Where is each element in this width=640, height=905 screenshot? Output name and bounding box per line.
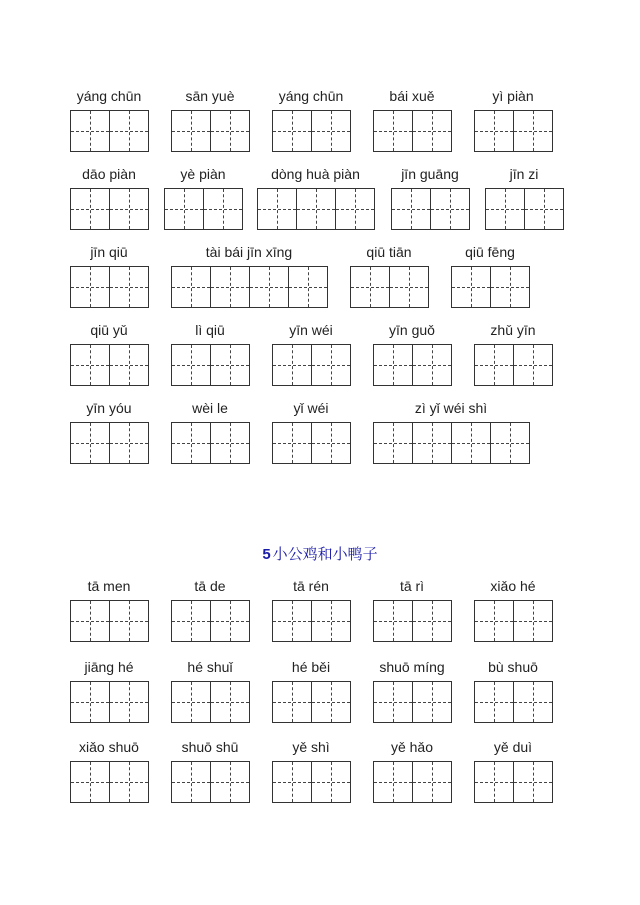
pinyin-label: hé shuǐ [187,659,233,675]
pinyin-label: yáng chūn [76,88,142,104]
pinyin-label: hé běi [291,659,331,675]
pinyin-label: tā men [87,578,131,594]
writing-grid[interactable] [373,681,452,723]
writing-grid[interactable] [171,266,328,308]
lesson-title-text: 小公鸡和小鸭子 [272,545,378,563]
writing-grid[interactable] [70,266,149,308]
writing-grid[interactable] [474,600,553,642]
writing-grid[interactable] [171,681,250,723]
pinyin-label: sān yuè [185,88,235,104]
lesson-title [0,543,640,564]
writing-grid[interactable] [272,600,351,642]
writing-grid[interactable] [272,761,351,803]
writing-grid[interactable] [70,600,149,642]
writing-grid[interactable] [373,600,452,642]
writing-grid[interactable] [451,266,530,308]
writing-grid[interactable] [171,422,250,464]
writing-grid[interactable] [70,422,149,464]
writing-grid[interactable] [474,681,553,723]
pinyin-label: yīn guǒ [389,322,435,338]
pinyin-label: shuō míng [379,659,445,675]
pinyin-label: yě duì [493,739,533,755]
writing-grid[interactable] [171,110,250,152]
writing-grid[interactable] [391,188,470,230]
writing-grid[interactable] [272,110,351,152]
pinyin-label: qiū tiān [366,244,412,260]
writing-grid[interactable] [272,681,351,723]
writing-grid[interactable] [373,761,452,803]
pinyin-label: dòng huà piàn [271,166,360,182]
writing-grid[interactable] [474,110,553,152]
pinyin-label: yīn wéi [289,322,333,338]
writing-grid[interactable] [373,344,452,386]
pinyin-label: jīn guāng [401,166,459,182]
writing-grid[interactable] [171,600,250,642]
vocab-row-6 [0,577,640,657]
vocab-row-2 [0,165,640,245]
writing-grid[interactable] [171,344,250,386]
pinyin-label: bái xuě [389,88,435,104]
pinyin-label: tā rì [399,578,425,594]
pinyin-label: qiū fēng [465,244,515,260]
vocab-row-4 [0,321,640,401]
vocab-row-3 [0,243,640,323]
writing-grid[interactable] [373,422,530,464]
writing-grid[interactable] [474,761,553,803]
pinyin-label: xiǎo shuō [79,739,139,755]
writing-grid[interactable] [373,110,452,152]
writing-grid[interactable] [164,188,243,230]
pinyin-label: zhǔ yīn [490,322,536,338]
writing-grid[interactable] [171,761,250,803]
pinyin-label: shuō shū [181,739,239,755]
pinyin-label: dāo piàn [82,166,136,182]
writing-grid[interactable] [70,188,149,230]
pinyin-label: jiāng hé [84,659,134,675]
pinyin-label: xiǎo hé [490,578,536,594]
writing-grid[interactable] [350,266,429,308]
writing-grid[interactable] [70,681,149,723]
pinyin-label: yáng chūn [278,88,344,104]
writing-grid[interactable] [257,188,375,230]
writing-grid[interactable] [485,188,564,230]
pinyin-label: yè piàn [180,166,226,182]
lesson-number: 5 [262,546,271,563]
pinyin-label: qiū yǔ [90,322,128,338]
pinyin-label: tài bái jīn xīng [205,244,293,260]
pinyin-label: wèi le [192,400,228,416]
pinyin-label: yě hǎo [390,739,434,755]
writing-grid[interactable] [70,344,149,386]
pinyin-label: tā rén [293,578,329,594]
vocab-row-1 [0,87,640,167]
vocab-row-8 [0,738,640,818]
pinyin-label: yǐ wéi [293,400,329,416]
pinyin-label: yīn yóu [86,400,132,416]
pinyin-label: zì yǐ wéi shì [414,400,488,416]
pinyin-label: jīn qiū [90,244,128,260]
pinyin-label: jīn zi [509,166,539,182]
vocab-row-5 [0,399,640,479]
pinyin-label: lì qiū [195,322,225,338]
pinyin-label: yě shì [292,739,330,755]
writing-grid[interactable] [70,761,149,803]
writing-grid[interactable] [272,422,351,464]
writing-grid[interactable] [474,344,553,386]
writing-grid[interactable] [70,110,149,152]
pinyin-label: bù shuō [488,659,538,675]
writing-grid[interactable] [272,344,351,386]
pinyin-label: yì piàn [492,88,534,104]
vocab-row-7 [0,658,640,738]
pinyin-label: tā de [194,578,226,594]
